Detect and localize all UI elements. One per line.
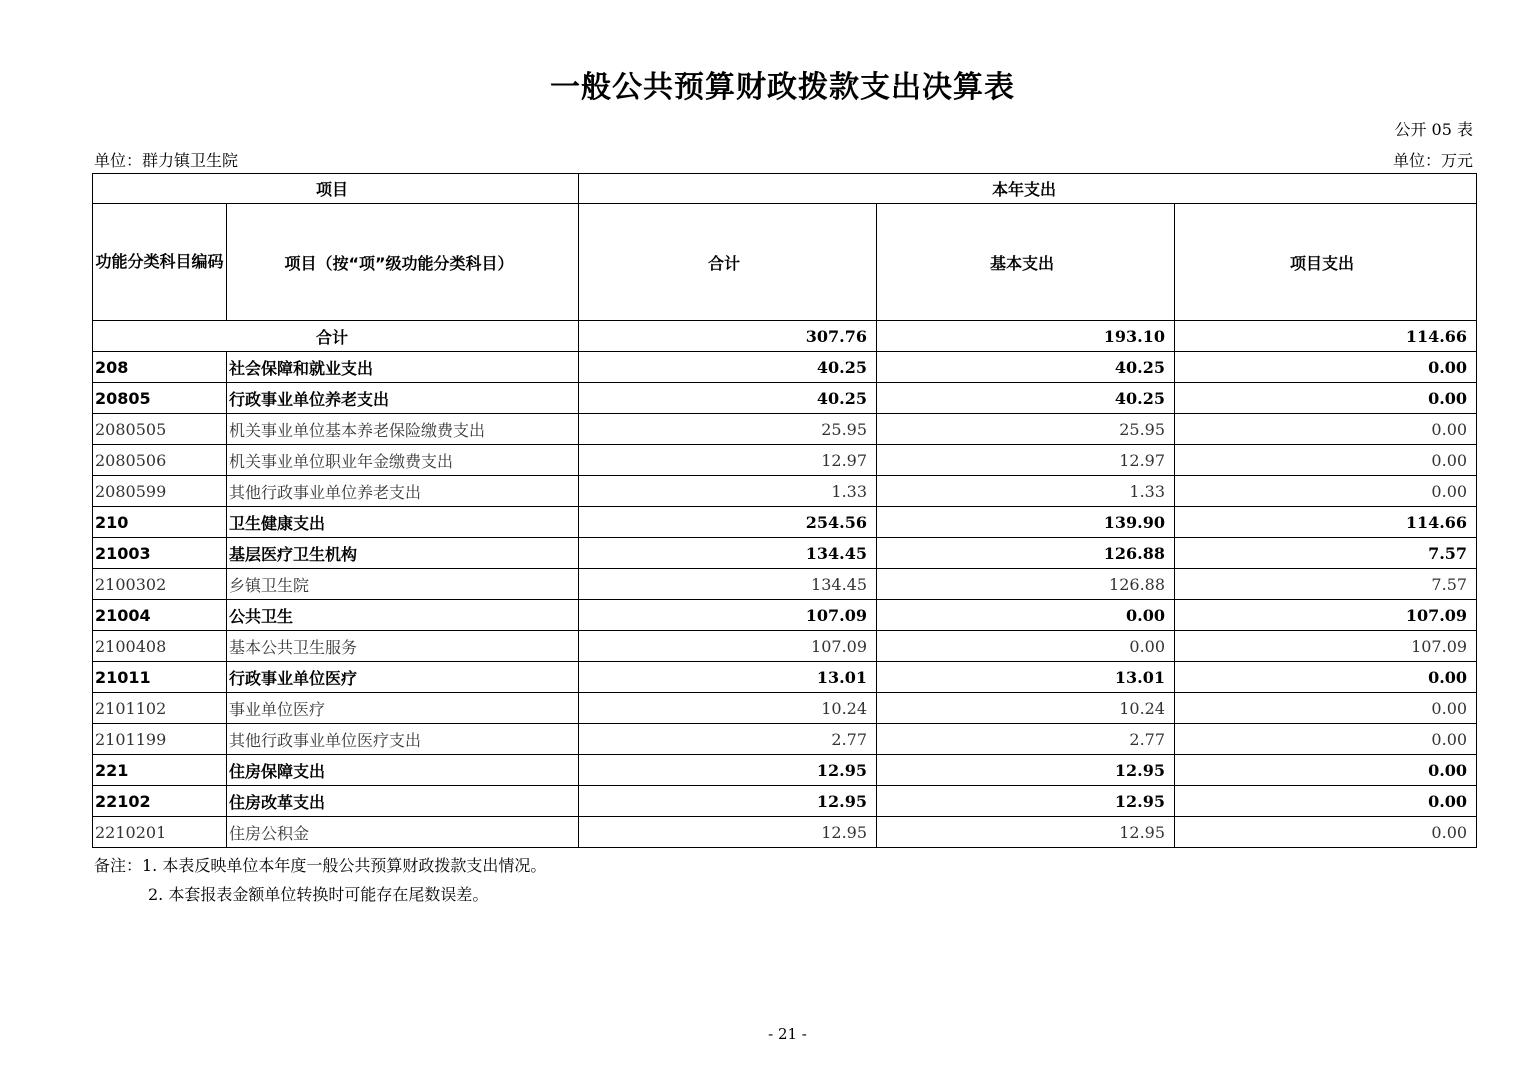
row-total: 12.95 xyxy=(579,817,877,848)
row-project: 0.00 xyxy=(1175,693,1477,724)
row-total: 12.97 xyxy=(579,445,877,476)
row-project: 7.57 xyxy=(1175,538,1477,569)
row-project: 0.00 xyxy=(1175,476,1477,507)
table-code: 公开 05 表 xyxy=(1394,120,1473,139)
header-this-year: 本年支出 xyxy=(579,174,1477,204)
table-row xyxy=(93,414,1477,445)
row-total: 12.95 xyxy=(579,755,877,786)
row-basic: 40.25 xyxy=(877,383,1175,414)
row-total: 107.09 xyxy=(579,600,877,631)
row-basic: 1.33 xyxy=(877,476,1175,507)
row-total: 1.33 xyxy=(579,476,877,507)
row-total: 40.25 xyxy=(579,383,877,414)
row-name: 其他行政事业单位医疗支出 xyxy=(227,724,579,755)
row-name: 住房公积金 xyxy=(227,817,579,848)
table-row xyxy=(93,724,1477,755)
row-basic: 126.88 xyxy=(877,569,1175,600)
row-basic: 126.88 xyxy=(877,538,1175,569)
table-row xyxy=(93,631,1477,662)
row-basic: 12.97 xyxy=(877,445,1175,476)
row-code: 2210201 xyxy=(93,817,227,848)
row-name: 事业单位医疗 xyxy=(227,693,579,724)
row-basic: 10.24 xyxy=(877,693,1175,724)
row-name: 住房保障支出 xyxy=(227,755,579,786)
table-row xyxy=(93,352,1477,383)
row-code: 22102 xyxy=(93,786,227,817)
table-row xyxy=(93,600,1477,631)
total-basic: 193.10 xyxy=(877,321,1175,352)
row-code: 2080506 xyxy=(93,445,227,476)
row-code: 2100302 xyxy=(93,569,227,600)
row-code: 210 xyxy=(93,507,227,538)
row-total: 12.95 xyxy=(579,786,877,817)
row-project: 0.00 xyxy=(1175,414,1477,445)
row-code: 21003 xyxy=(93,538,227,569)
currency-unit: 单位：万元 xyxy=(1392,151,1473,170)
table-row xyxy=(93,569,1477,600)
row-total: 134.45 xyxy=(579,538,877,569)
table-row xyxy=(93,817,1477,848)
row-code: 2080505 xyxy=(93,414,227,445)
row-total: 10.24 xyxy=(579,693,877,724)
row-code: 20805 xyxy=(93,383,227,414)
total-row xyxy=(93,321,1477,352)
row-code: 21011 xyxy=(93,662,227,693)
row-basic: 12.95 xyxy=(877,755,1175,786)
row-total: 13.01 xyxy=(579,662,877,693)
row-project: 0.00 xyxy=(1175,352,1477,383)
row-basic: 2.77 xyxy=(877,724,1175,755)
row-name: 行政事业单位医疗 xyxy=(227,662,579,693)
table-row xyxy=(93,445,1477,476)
row-project: 0.00 xyxy=(1175,755,1477,786)
row-code: 2101199 xyxy=(93,724,227,755)
table-row xyxy=(93,755,1477,786)
row-name: 机关事业单位职业年金缴费支出 xyxy=(227,445,579,476)
row-code: 2101102 xyxy=(93,693,227,724)
row-project: 0.00 xyxy=(1175,383,1477,414)
row-total: 254.56 xyxy=(579,507,877,538)
total-label: 合计 xyxy=(93,321,579,352)
row-project: 0.00 xyxy=(1175,724,1477,755)
row-name: 公共卫生 xyxy=(227,600,579,631)
header-basic: 基本支出 xyxy=(877,204,1175,321)
expenditure-table xyxy=(92,173,1477,848)
row-total: 107.09 xyxy=(579,631,877,662)
table-row xyxy=(93,383,1477,414)
row-name: 卫生健康支出 xyxy=(227,507,579,538)
table-row xyxy=(93,662,1477,693)
total-sum: 307.76 xyxy=(579,321,877,352)
table-row xyxy=(93,476,1477,507)
header-total: 合计 xyxy=(579,204,877,321)
row-name: 行政事业单位养老支出 xyxy=(227,383,579,414)
row-name: 基层医疗卫生机构 xyxy=(227,538,579,569)
row-project: 0.00 xyxy=(1175,817,1477,848)
row-total: 40.25 xyxy=(579,352,877,383)
header-item: 项目 xyxy=(93,174,579,204)
row-project: 7.57 xyxy=(1175,569,1477,600)
row-name: 基本公共卫生服务 xyxy=(227,631,579,662)
row-project: 0.00 xyxy=(1175,786,1477,817)
report-title: 一般公共预算财政拨款支出决算表 xyxy=(550,70,1015,105)
row-code: 21004 xyxy=(93,600,227,631)
row-name: 机关事业单位基本养老保险缴费支出 xyxy=(227,414,579,445)
row-project: 0.00 xyxy=(1175,445,1477,476)
row-project: 114.66 xyxy=(1175,507,1477,538)
table-row xyxy=(93,538,1477,569)
row-basic: 12.95 xyxy=(877,786,1175,817)
row-project: 107.09 xyxy=(1175,600,1477,631)
row-total: 134.45 xyxy=(579,569,877,600)
note-1: 备注：1. 本表反映单位本年度一般公共预算财政拨款支出情况。 xyxy=(94,856,547,875)
total-project: 114.66 xyxy=(1175,321,1477,352)
row-basic: 25.95 xyxy=(877,414,1175,445)
row-code: 208 xyxy=(93,352,227,383)
page-number: - 21 - xyxy=(768,1025,807,1043)
table-row xyxy=(93,786,1477,817)
row-basic: 12.95 xyxy=(877,817,1175,848)
row-name: 其他行政事业单位养老支出 xyxy=(227,476,579,507)
row-project: 107.09 xyxy=(1175,631,1477,662)
row-basic: 0.00 xyxy=(877,631,1175,662)
header-code: 功能分类科目编码 xyxy=(93,204,227,321)
row-total: 25.95 xyxy=(579,414,877,445)
table-row xyxy=(93,507,1477,538)
row-name: 乡镇卫生院 xyxy=(227,569,579,600)
header-project: 项目支出 xyxy=(1175,204,1477,321)
row-project: 0.00 xyxy=(1175,662,1477,693)
note-2: 2. 本套报表金额单位转换时可能存在尾数误差。 xyxy=(148,885,489,904)
unit-name: 单位：群力镇卫生院 xyxy=(94,151,239,170)
row-basic: 13.01 xyxy=(877,662,1175,693)
row-basic: 139.90 xyxy=(877,507,1175,538)
row-total: 2.77 xyxy=(579,724,877,755)
row-name: 住房改革支出 xyxy=(227,786,579,817)
header-name: 项目（按“项”级功能分类科目） xyxy=(227,204,579,321)
row-basic: 40.25 xyxy=(877,352,1175,383)
row-name: 社会保障和就业支出 xyxy=(227,352,579,383)
notes xyxy=(94,851,546,909)
row-code: 2080599 xyxy=(93,476,227,507)
table-row xyxy=(93,693,1477,724)
row-code: 2100408 xyxy=(93,631,227,662)
row-code: 221 xyxy=(93,755,227,786)
row-basic: 0.00 xyxy=(877,600,1175,631)
